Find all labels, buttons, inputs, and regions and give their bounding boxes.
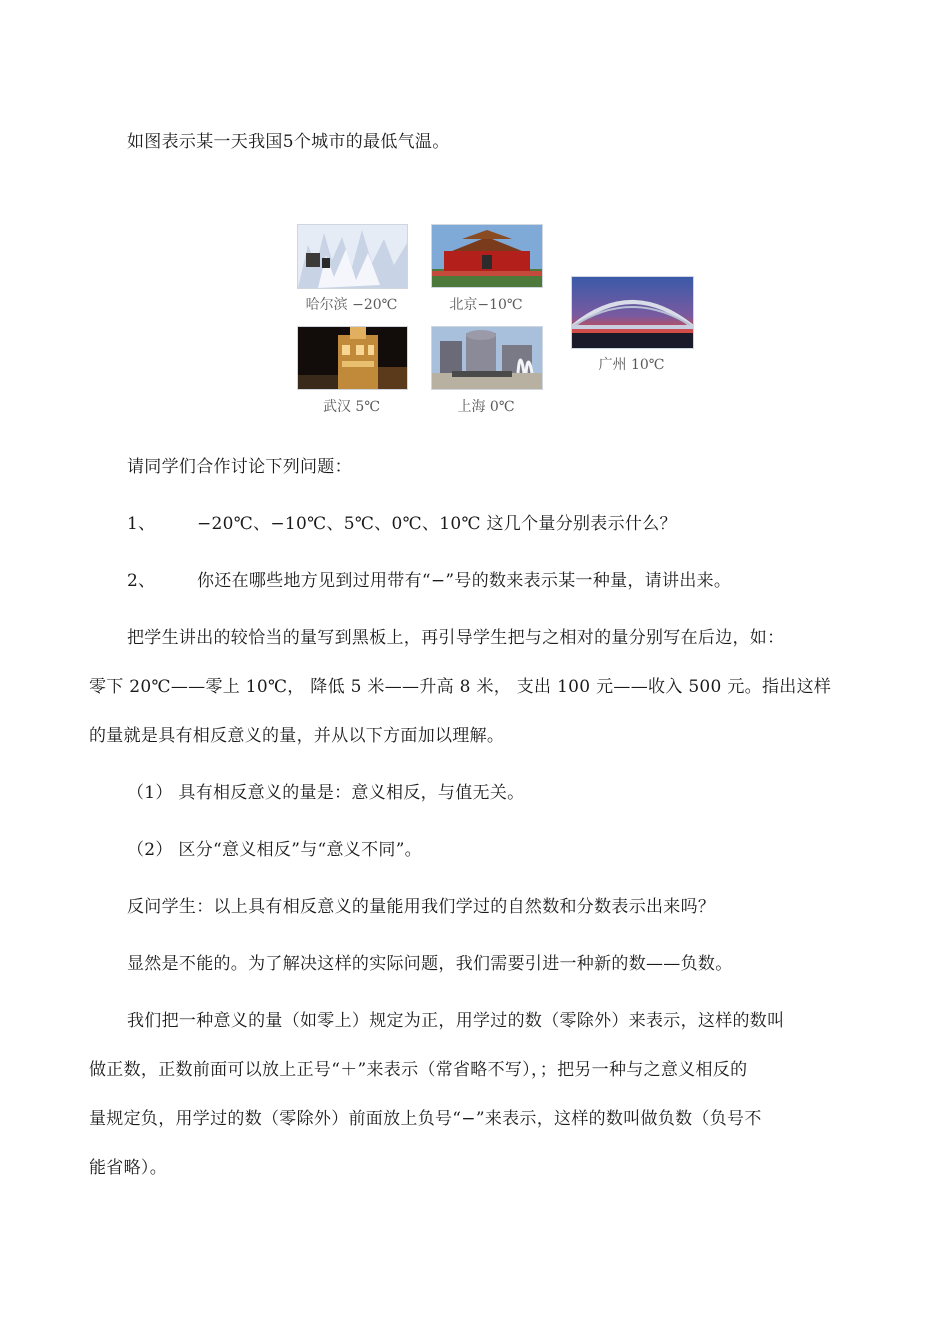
snow-sculpture-photo [297,224,408,289]
city-caption: 北京−10℃ [449,297,523,313]
paragraph-line: 把学生讲出的较恰当的量写到黑板上，再引导学生把与之相对的量分别写在后边，如： [127,628,785,648]
city-caption: 广州 10℃ [598,357,665,373]
city-fountain-photo [431,326,543,390]
bridge-sunset-photo [571,276,694,349]
city-caption: 武汉 5℃ [322,399,381,415]
question-number: 1、 [127,514,156,534]
tiananmen-photo [431,224,543,288]
paragraph-line: 我们把一种意义的量（如零上）规定为正，用学过的数（零除外）来表示，这样的数叫 [127,1011,785,1031]
intro-text: 如图表示某一天我国5个城市的最低气温。 [127,132,450,152]
question-text: 你还在哪些地方见到过用带有“−”号的数来表示某一种量，请讲出来。 [197,571,732,591]
paragraph-line: 量规定负，用学过的数（零除外）前面放上负号“−”来表示，这样的数叫做负数（负号不 [89,1109,762,1129]
paragraph-line: 零下 20℃——零上 10℃， 降低 5 米——升高 8 米， 支出 100 元——收入 500 元。指出这样 [89,677,832,697]
paragraph-line: 能省略）。 [89,1158,167,1178]
point-item: （1） 具有相反意义的量是：意义相反，与值无关。 [127,783,525,803]
point-item: （2） 区分“意义相反”与“意义不同”。 [127,840,422,860]
night-building-photo [297,326,408,390]
discussion-prompt: 请同学们合作讨论下列问题： [127,457,352,477]
answer-text: 显然是不能的。为了解决这样的实际问题，我们需要引进一种新的数——负数。 [127,954,733,974]
question-to-students: 反问学生：以上具有相反意义的量能用我们学过的自然数和分数表示出来吗？ [127,897,716,917]
paragraph-line: 的量就是具有相反意义的量，并从以下方面加以理解。 [89,726,505,746]
city-caption: 哈尔滨 −20℃ [305,297,398,313]
question-text: −20℃、−10℃、5℃、0℃、10℃ 这几个量分别表示什么？ [197,514,677,534]
question-number: 2、 [127,571,156,591]
city-caption: 上海 0℃ [457,399,515,415]
paragraph-line: 做正数，正数前面可以放上正号“＋”来表示（常省略不写），；把另一种与之意义相反的 [89,1060,748,1080]
